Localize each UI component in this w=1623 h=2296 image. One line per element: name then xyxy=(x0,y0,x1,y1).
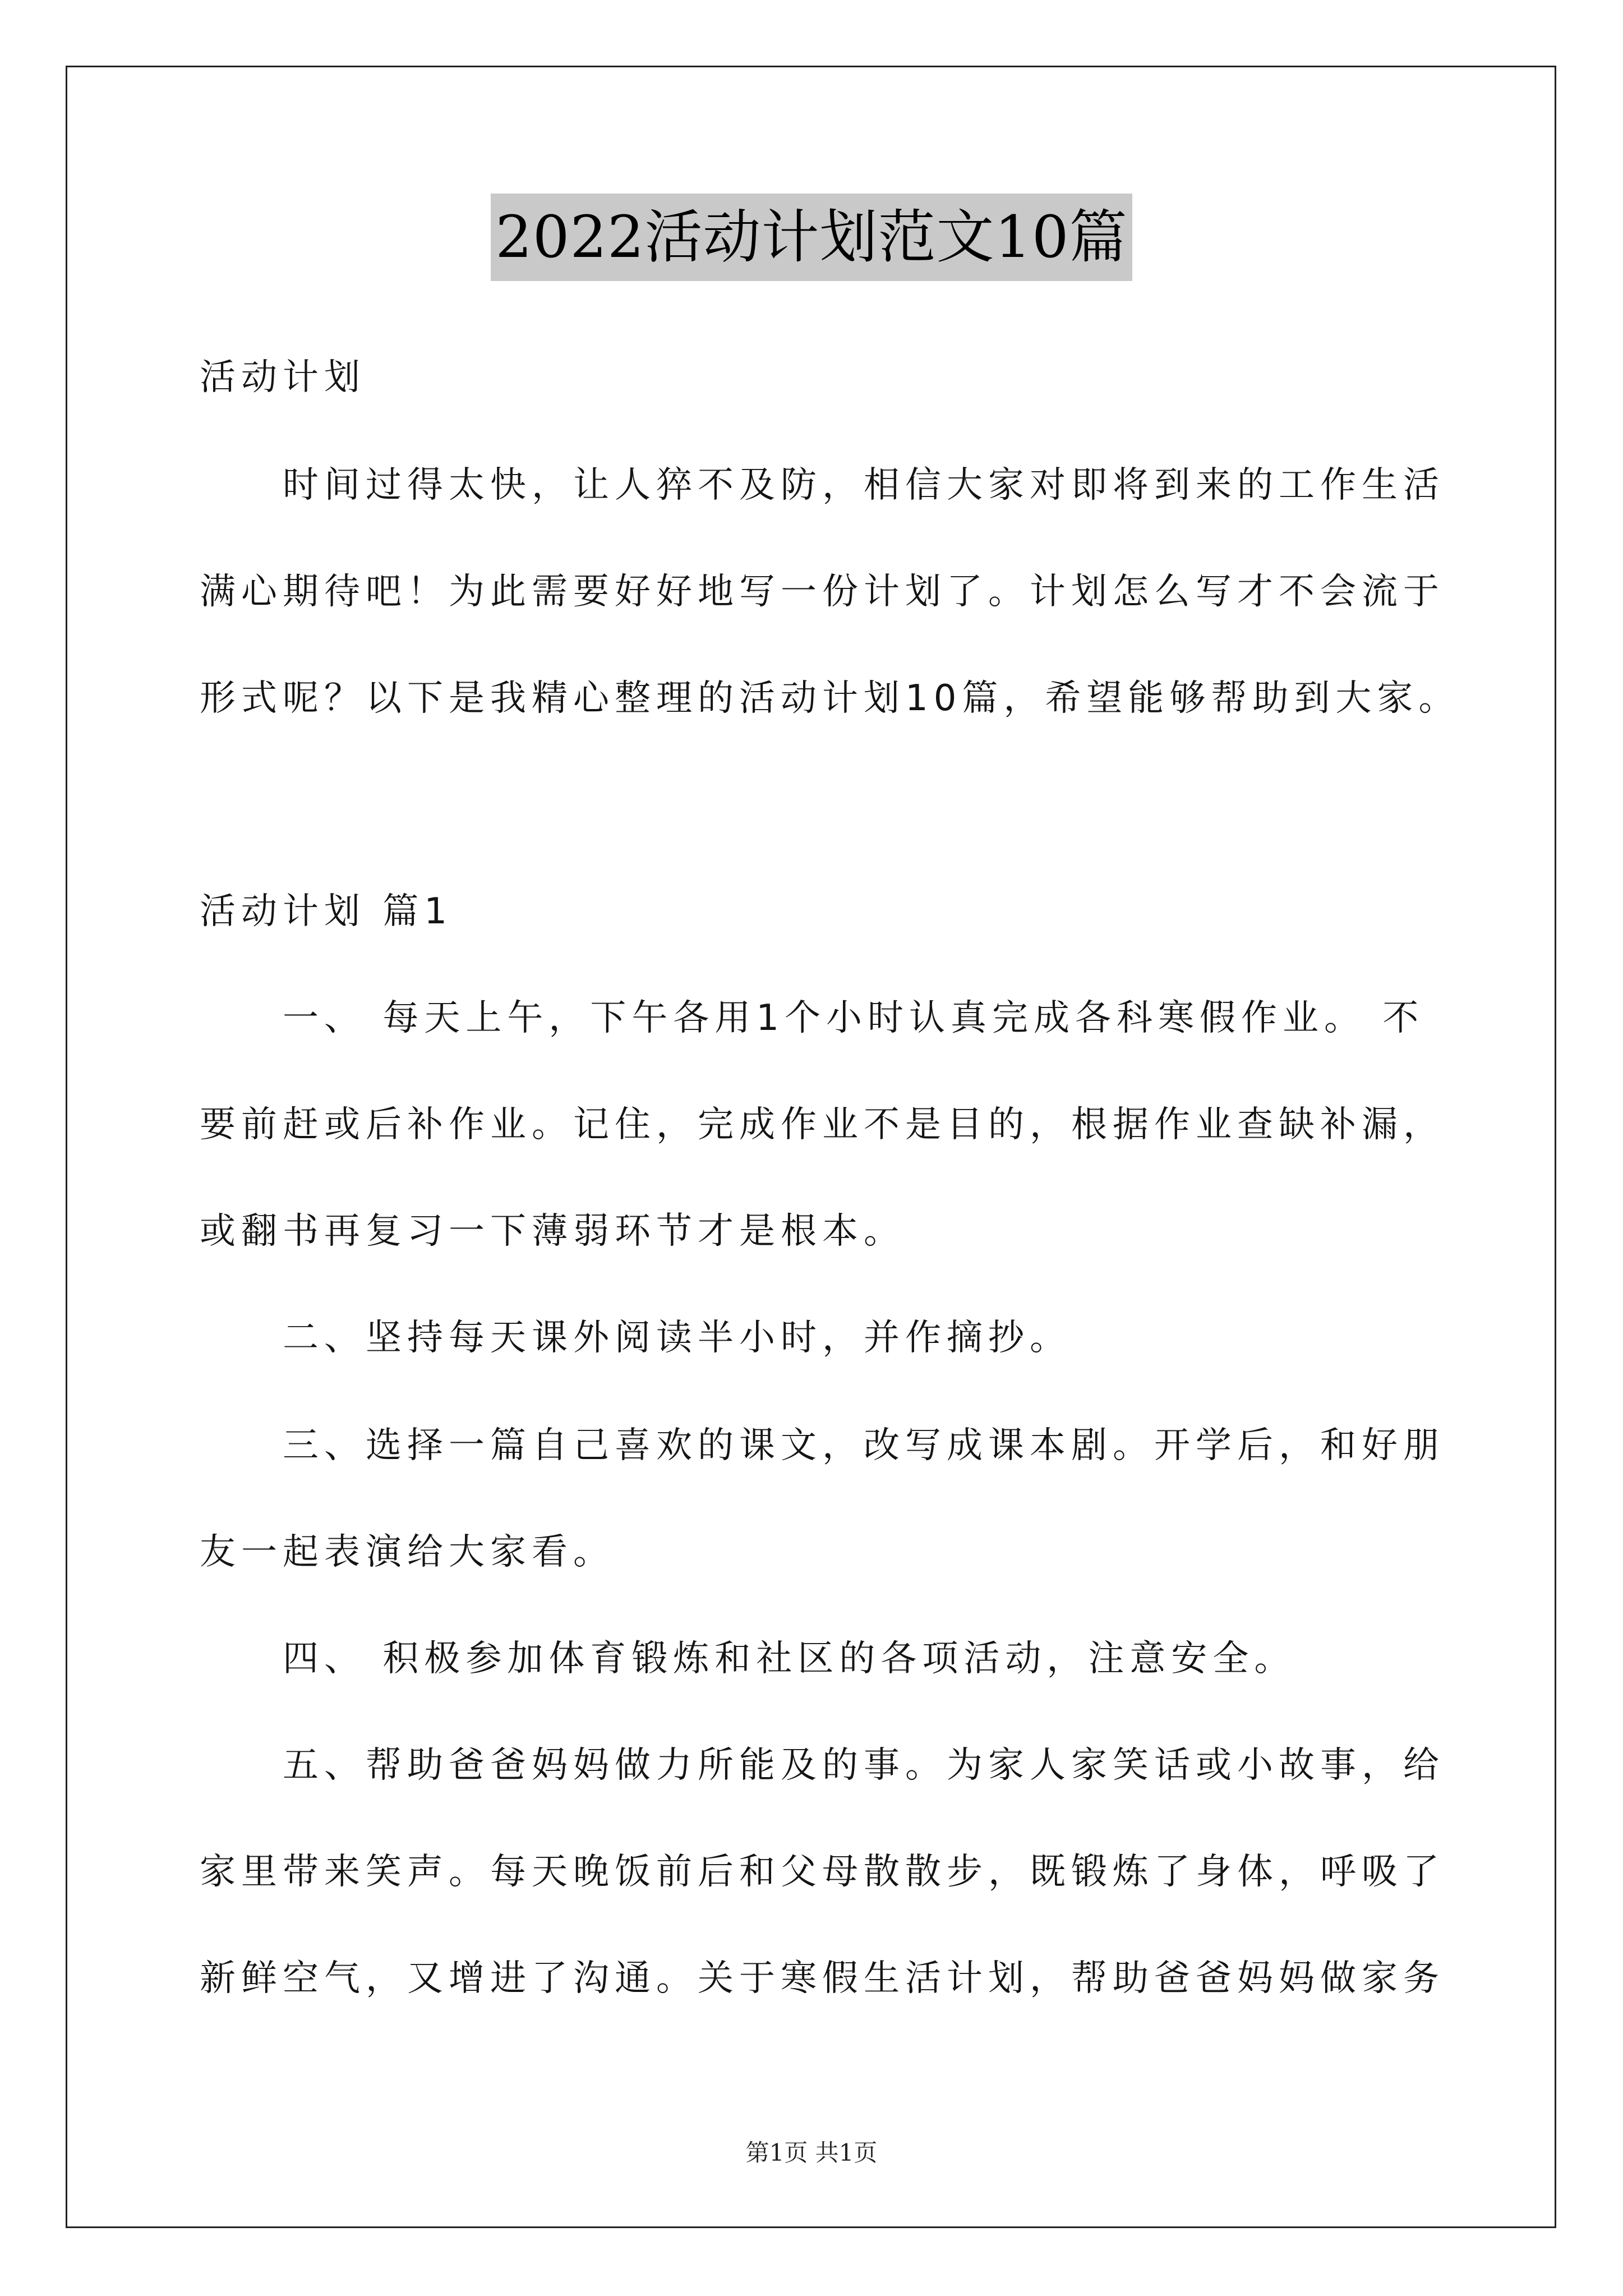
paragraph-line: 三、选择一篇自己喜欢的课文，改写成课本剧。开学后，和好朋 xyxy=(283,1425,1445,1466)
paragraph-line: 五、帮助爸爸妈妈做力所能及的事。为家人家笑话或小故事，给 xyxy=(283,1745,1445,1786)
title-container xyxy=(0,194,1623,281)
paragraph-line: 二、坚持每天课外阅读半小时，并作摘抄。 xyxy=(283,1317,1071,1359)
paragraph-line: 要前赶或后补作业。记住，完成作业不是目的，根据作业查缺补漏， xyxy=(200,1104,1445,1145)
paragraph-line: 形式呢？以下是我精心整理的活动计划10篇，希望能够帮助到大家。 xyxy=(200,678,1460,719)
paragraph-line: 新鲜空气，又增进了沟通。关于寒假生活计划，帮助爸爸妈妈做家务 xyxy=(200,1958,1445,1999)
paragraph-line: 或翻书再复习一下薄弱环节才是根本。 xyxy=(200,1211,905,1252)
paragraph-line: 友一起表演给大家看。 xyxy=(200,1531,615,1573)
paragraph-line: 时间过得太快，让人猝不及防，相信大家对即将到来的工作生活 xyxy=(283,464,1445,506)
section-heading: 活动计划 篇1 xyxy=(200,891,453,932)
section-heading: 活动计划 xyxy=(200,357,366,398)
paragraph-line: 一、 每天上午，下午各用1个小时认真完成各科寒假作业。 不 xyxy=(283,997,1424,1039)
paragraph-line: 四、 积极参加体育锻炼和社区的各项活动，注意安全。 xyxy=(283,1638,1296,1680)
document-title: 2022活动计划范文10篇 xyxy=(491,194,1132,281)
paragraph-line: 家里带来笑声。每天晚饭前后和父母散散步，既锻炼了身体，呼吸了 xyxy=(200,1851,1445,1893)
paragraph-line: 满心期待吧！为此需要好好地写一份计划了。计划怎么写才不会流于 xyxy=(200,571,1445,613)
page-footer: 第1页 共1页 xyxy=(745,2139,878,2166)
